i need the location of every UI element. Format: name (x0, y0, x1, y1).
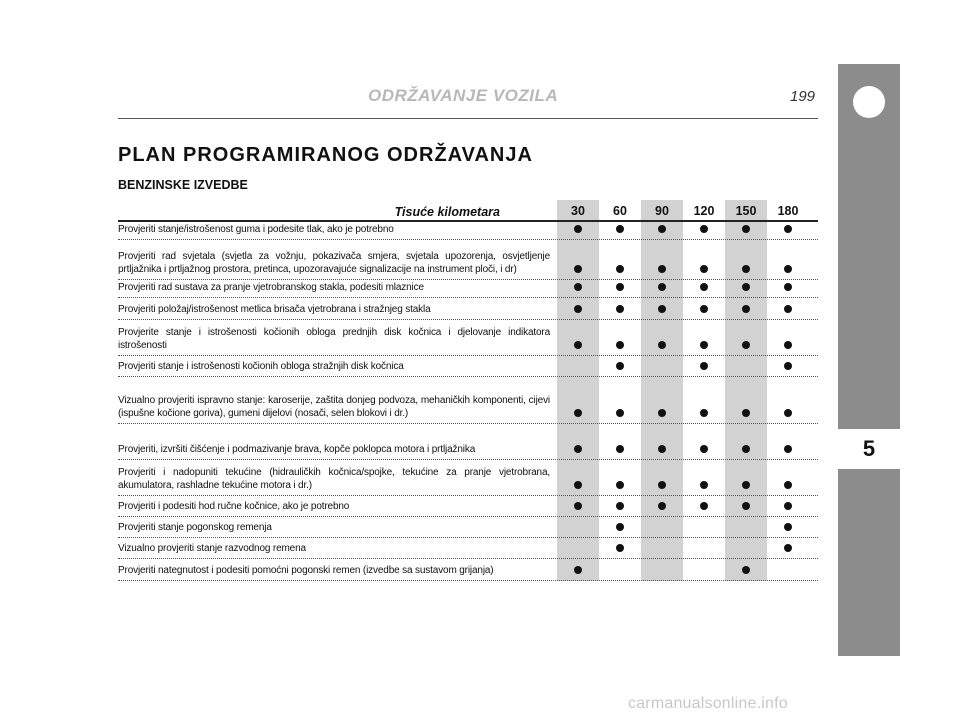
service-mark-dot (700, 409, 708, 417)
row-description: Provjeriti nategnutost i podesiti pomoćni pogonski remen (izvedbe sa sustavom grijanja) (118, 564, 494, 576)
service-mark-dot (574, 445, 582, 453)
row-description: Provjerite stanje i istrošenosti kočionih obloga prednjih disk kočnica i djelovanje indikatora istrošenosti (118, 327, 550, 351)
table-row (118, 496, 818, 517)
service-mark-dot (700, 502, 708, 510)
service-mark-dot (700, 305, 708, 313)
service-mark-dot (700, 341, 708, 349)
table-row (118, 240, 818, 280)
table-row (118, 460, 818, 496)
service-mark-dot (700, 362, 708, 370)
column-header: 30 (571, 204, 585, 218)
row-description: Provjeriti rad sustava za pranje vjetrobranskog stakla, podesiti mlaznice (118, 281, 424, 293)
service-mark-dot (742, 283, 750, 291)
table-row (118, 517, 818, 538)
column-header: 60 (613, 204, 627, 218)
row-description: Provjeriti i podesiti hod ručne kočnice, ako je potrebno (118, 500, 350, 512)
row-description: Provjeriti stanje/istrošenost guma i podesite tlak, ako je potrebno (118, 223, 394, 235)
running-title: ODRŽAVANJE VOZILA (368, 86, 559, 105)
row-description: Vizualno provjeriti ispravno stanje: karoserije, zaštita donjeg podvoza, mehaničkih komponenti, cijevi (ispušne kočione goriva), gumeni dijelovi (nosači, selen blokovi i dr.) (118, 395, 550, 419)
service-mark-dot (784, 445, 792, 453)
chapter-number: 5 (838, 428, 900, 470)
page-number: 199 (790, 88, 816, 105)
service-mark-dot (616, 265, 624, 273)
service-mark-dot (616, 523, 624, 531)
service-mark-dot (784, 362, 792, 370)
service-mark-dot (658, 445, 666, 453)
service-mark-dot (742, 225, 750, 233)
chapter-side-tab (838, 64, 900, 656)
service-mark-dot (784, 305, 792, 313)
service-mark-dot (574, 409, 582, 417)
service-mark-dot (574, 502, 582, 510)
service-mark-dot (616, 409, 624, 417)
page-title: PLAN PROGRAMIRANOG ODRŽAVANJA (118, 144, 533, 166)
service-mark-dot (658, 409, 666, 417)
service-mark-dot (658, 341, 666, 349)
service-mark-dot (574, 225, 582, 233)
service-mark-dot (574, 341, 582, 349)
service-mark-dot (574, 305, 582, 313)
service-mark-dot (742, 265, 750, 273)
row-description: Provjeriti stanje pogonskog remenja (118, 521, 272, 533)
service-mark-dot (616, 341, 624, 349)
service-mark-dot (616, 481, 624, 489)
table-row (118, 424, 818, 460)
service-mark-dot (658, 481, 666, 489)
service-mark-dot (742, 409, 750, 417)
service-mark-dot (784, 481, 792, 489)
service-mark-dot (616, 502, 624, 510)
table-row (118, 538, 818, 559)
service-mark-dot (700, 481, 708, 489)
service-mark-dot (658, 265, 666, 273)
service-mark-dot (616, 362, 624, 370)
service-mark-dot (784, 265, 792, 273)
row-description: Provjeriti i nadopuniti tekućine (hidrauličkih kočnica/spojke, tekućine za pranje vjetrobrana, akumulatora, rashladne tekućine motora i dr.) (118, 467, 550, 491)
service-mark-dot (784, 225, 792, 233)
service-mark-dot (574, 566, 582, 574)
service-mark-dot (742, 566, 750, 574)
service-mark-dot (616, 305, 624, 313)
table-row (118, 377, 818, 424)
header-rule (118, 118, 818, 119)
service-mark-dot (658, 305, 666, 313)
row-description: Provjeriti položaj/istrošenost metlica brisača vjetrobrana i stražnjeg stakla (118, 303, 431, 315)
watermark: carmanualsonline.info (628, 695, 788, 712)
service-mark-dot (742, 481, 750, 489)
service-mark-dot (700, 283, 708, 291)
km-header-label: Tisuće kilometara (394, 205, 500, 219)
service-mark-dot (616, 544, 624, 552)
service-mark-dot (574, 283, 582, 291)
side-tab-circle (853, 86, 885, 118)
service-mark-dot (700, 225, 708, 233)
service-mark-dot (784, 523, 792, 531)
service-mark-dot (784, 544, 792, 552)
table-row (118, 356, 818, 377)
table-row (118, 280, 818, 298)
service-mark-dot (700, 265, 708, 273)
service-mark-dot (742, 502, 750, 510)
service-mark-dot (784, 409, 792, 417)
service-mark-dot (784, 502, 792, 510)
row-description: Provjeriti stanje i istrošenosti kočionih obloga stražnjih disk kočnica (118, 360, 404, 372)
table-row (118, 298, 818, 320)
row-description: Provjeriti, izvršiti čišćenje i podmazivanje brava, kopče poklopca motora i prtljažnika (118, 443, 476, 455)
service-mark-dot (658, 225, 666, 233)
service-mark-dot (658, 283, 666, 291)
service-mark-dot (658, 502, 666, 510)
service-mark-dot (700, 445, 708, 453)
service-mark-dot (574, 481, 582, 489)
row-description: Provjeriti rad svjetala (svjetla za vožnju, pokazivača smjera, svjetala upozorenja, osvjetljenje prtljažnika i prtljažnog prostora, pretinca, upozoravajuće signalizacije na instrument ploči, i dr) (118, 251, 550, 275)
row-description: Vizualno provjeriti stanje razvodnog remena (118, 542, 306, 554)
service-mark-dot (784, 341, 792, 349)
column-header: 90 (655, 204, 669, 218)
table-row (118, 559, 818, 581)
table-row (118, 222, 818, 240)
column-header: 150 (735, 204, 757, 218)
service-mark-dot (784, 283, 792, 291)
service-mark-dot (742, 305, 750, 313)
service-mark-dot (616, 225, 624, 233)
service-mark-dot (742, 341, 750, 349)
service-mark-dot (742, 445, 750, 453)
column-header: 180 (777, 204, 799, 218)
service-mark-dot (574, 265, 582, 273)
section-subtitle: BENZINSKE IZVEDBE (118, 178, 248, 192)
service-mark-dot (616, 445, 624, 453)
table-row (118, 320, 818, 356)
service-mark-dot (616, 283, 624, 291)
column-header: 120 (693, 204, 715, 218)
